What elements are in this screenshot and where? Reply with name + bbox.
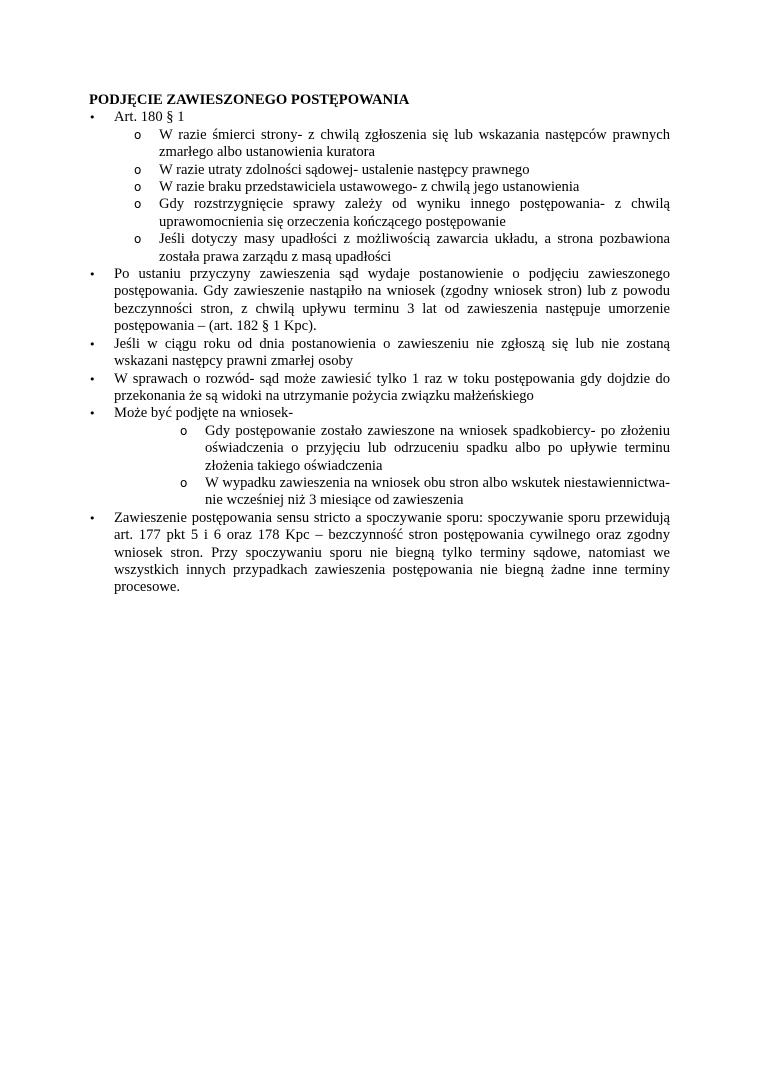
sub-list-item — [180, 423, 670, 475]
list-item-text: Może być podjęte na wniosek- — [114, 405, 294, 422]
sub-list-item — [180, 475, 670, 510]
sub-list-item — [134, 162, 670, 179]
sub-list-item — [134, 196, 670, 231]
list-item — [89, 405, 670, 422]
sub-list-item-text: Jeśli dotyczy masy upadłości z możliwością zawarcia układu, a strona pozbawiona została prawa zarządu z masą upadłości — [159, 231, 670, 265]
sublist-container — [89, 423, 670, 510]
list-item — [89, 109, 670, 126]
sublist-container — [89, 127, 670, 266]
list-item-text: Po ustaniu przyczyny zawieszenia sąd wydaje postanowienie o podjęciu zawieszonego postępowania. Gdy zawieszenie nastąpiło na wniosek (zgodny wniosek stron) lub z powodu bezczynności stron, z chwilą upływu terminu 3 lat od zawieszenia następuje umorzenie postępowania – (art. 182 § 1 Kpc). — [114, 266, 670, 335]
list-item — [89, 510, 670, 597]
sub-list-item-text: W razie śmierci strony- z chwilą zgłoszenia się lub wskazania następców prawnych zmarłego albo ustanowienia kuratora — [159, 126, 670, 161]
sub-list-item-text: Gdy postępowanie zostało zawieszone na wniosek spadkobiercy- po złożeniu oświadczenia o przyjęciu lub odrzuceniu spadku albo po upływie terminu złożenia takiego oświadczenia — [205, 422, 670, 474]
main-bullet-list — [89, 109, 670, 596]
circle-bullet-icon: o — [134, 232, 142, 247]
sub-list-item-text: W razie utraty zdolności sądowej- ustalenie następcy prawnego — [159, 161, 530, 178]
circle-bullet-icon: o — [134, 162, 142, 177]
sub-bullet-list — [89, 423, 670, 510]
bullet-icon: • — [89, 111, 96, 125]
bullet-icon: • — [89, 372, 96, 386]
list-item — [89, 266, 670, 336]
circle-bullet-icon: o — [134, 197, 142, 212]
circle-bullet-icon: o — [134, 127, 142, 142]
bullet-icon: • — [89, 511, 96, 525]
circle-bullet-icon: o — [180, 475, 188, 490]
circle-bullet-icon: o — [180, 423, 188, 438]
document-page — [89, 92, 670, 597]
sub-list-item-text: W wypadku zawieszenia na wniosek obu stron albo wskutek niestawiennictwa- nie wcześniej niż 3 miesiące od zawieszenia — [205, 474, 670, 509]
list-item-text: Art. 180 § 1 — [114, 109, 185, 126]
sub-list-item — [134, 231, 670, 266]
list-item-text: Jeśli w ciągu roku od dnia postanowienia o zawieszeniu nie zgłoszą się lub nie zostaną wskazani następcy prawni zmarłej osoby — [114, 335, 670, 370]
bullet-icon: • — [89, 337, 96, 351]
list-item-text: Zawieszenie postępowania sensu stricto a spoczywanie sporu: spoczywanie sporu przewidują art. 177 pkt 5 i 6 oraz 178 Kpc – bezczynność stron postępowania cywilnego oraz zgodny wniosek stron. Przy spoczywaniu sporu nie biegną tylko terminy sądowe, natomiast we wszystkich innych przypadkach zawieszenia postępowania nie biegną żadne inne terminy procesowe. — [114, 509, 670, 596]
sub-list-item-text: Gdy rozstrzygnięcie sprawy zależy od wyniku innego postępowania- z chwilą uprawomocnienia się orzeczenia kończącego postępowanie — [159, 196, 670, 230]
sub-list-item-text: W razie braku przedstawiciela ustawowego- z chwilą jego ustanowienia — [159, 179, 580, 196]
list-item — [89, 371, 670, 406]
list-item-text: W sprawach o rozwód- sąd może zawiesić tylko 1 raz w toku postępowania gdy dojdzie do przekonania że są widoki na utrzymanie pożycia związku małżeńskiego — [114, 370, 670, 404]
circle-bullet-icon: o — [134, 180, 142, 195]
list-item — [89, 336, 670, 371]
bullet-icon: • — [89, 407, 96, 421]
sub-bullet-list — [89, 127, 670, 266]
sub-list-item — [134, 179, 670, 196]
document-title: PODJĘCIE ZAWIESZONEGO POSTĘPOWANIA — [89, 92, 410, 108]
bullet-icon: • — [89, 268, 96, 282]
sub-list-item — [134, 127, 670, 162]
